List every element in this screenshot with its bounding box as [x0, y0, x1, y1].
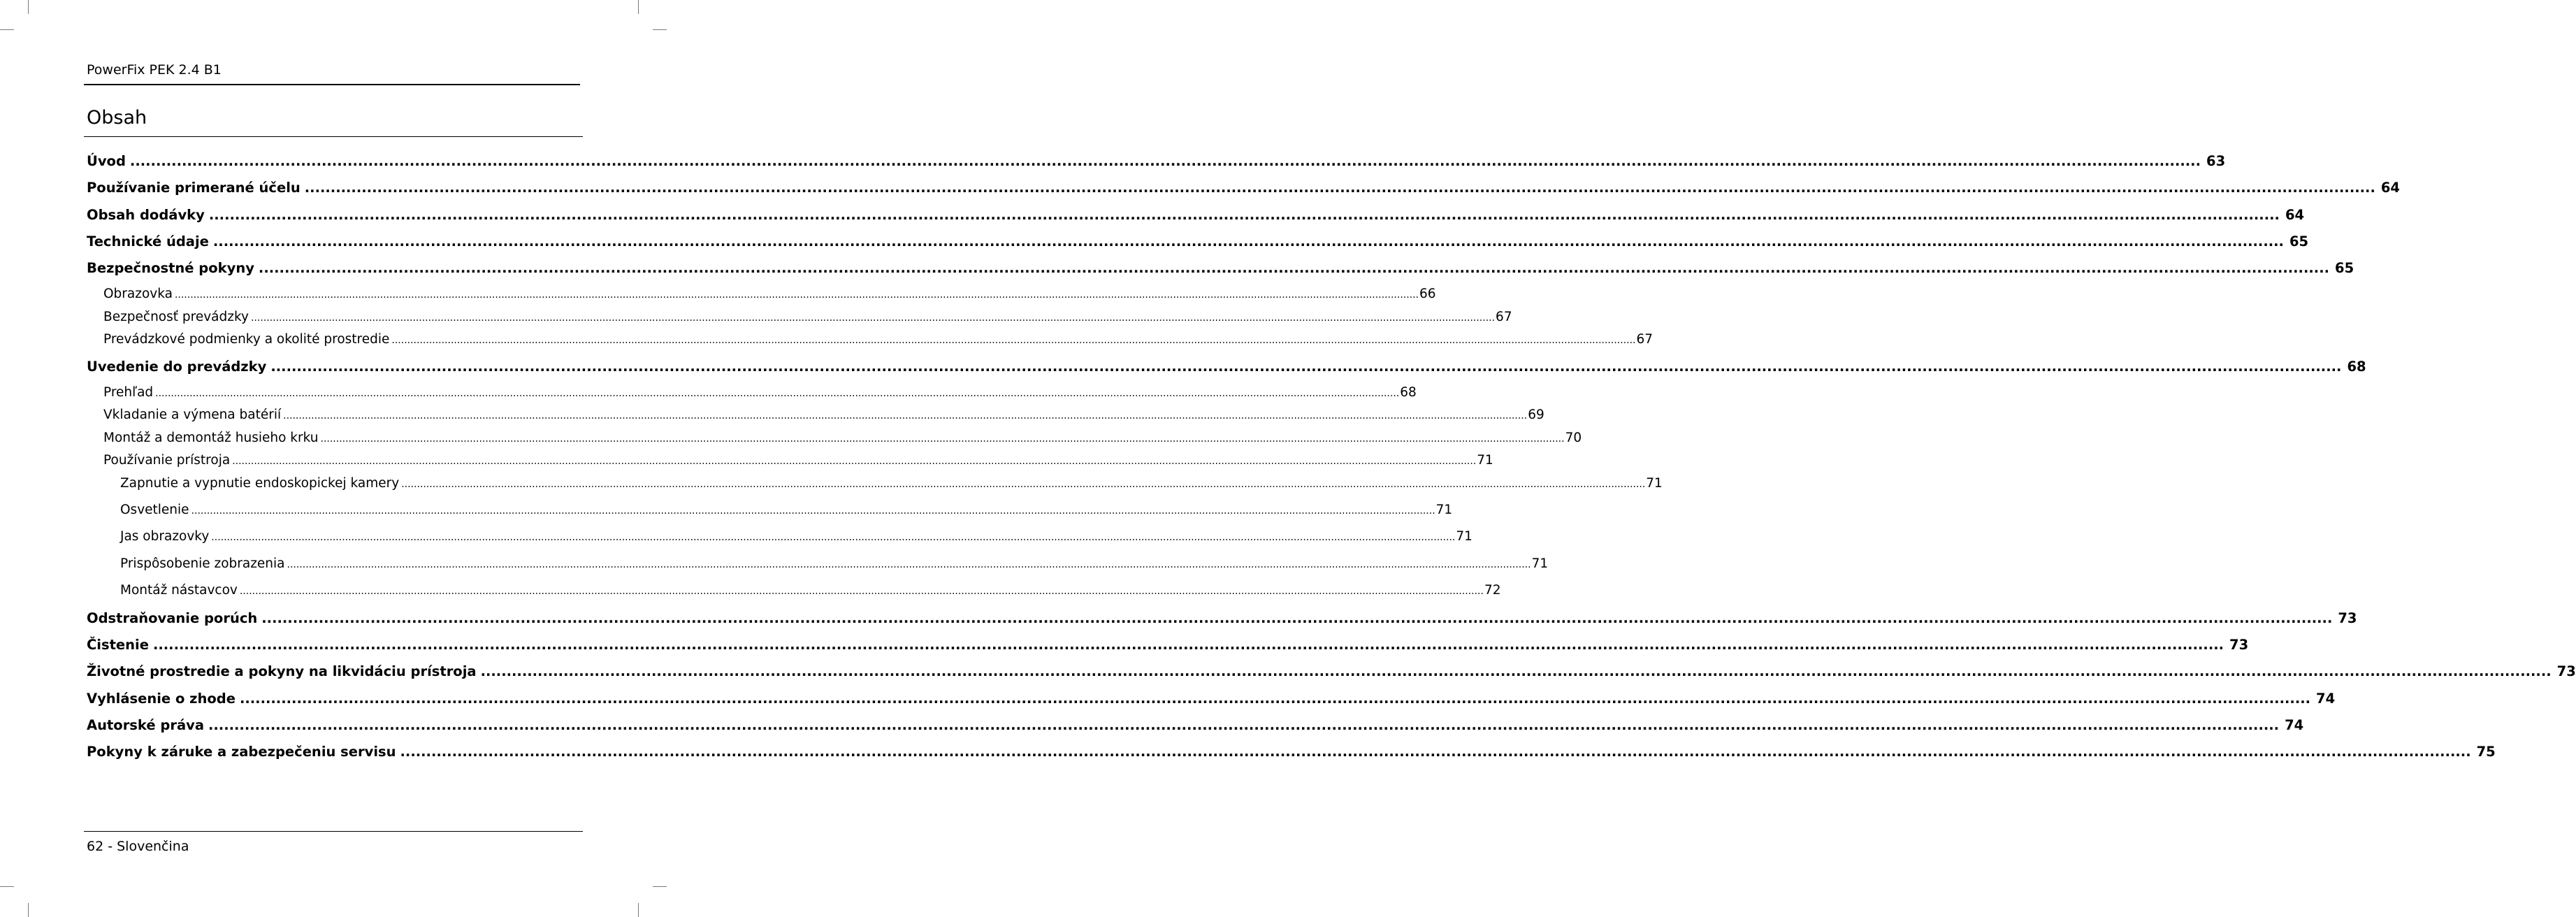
toc-dot-leader: ................................................................................................................................................................................................................................................................................................................................................................................................................ [232, 456, 1477, 467]
toc-entry-page-number: 64 [2380, 180, 2400, 196]
toc-entry[interactable] [87, 609, 2357, 628]
toc-dot-leader: ................................................................................................................................................................................................................................................................................................................................................................................................................ [320, 433, 1565, 445]
toc-entry-page-number: 72 [1484, 583, 1501, 598]
toc-entry-label: Prevádzkové podmienky a okolité prostredie [103, 332, 390, 347]
toc-entry-page-number: 67 [1496, 310, 1512, 324]
toc-dot-leader: ................................................................................................................................................................................................................................................................................................................................................................................................................ [212, 233, 2284, 250]
toc-dot-leader: ................................................................................................................................................................................................................................................................................................................................................................................................................ [400, 744, 2471, 760]
toc-entry-label: Autorské práva [87, 717, 204, 733]
toc-dot-leader: ................................................................................................................................................................................................................................................................................................................................................................................................................ [270, 359, 2342, 375]
toc-entry-label: Technické údaje [87, 233, 209, 250]
toc-dot-leader: ................................................................................................................................................................................................................................................................................................................................................................................................................ [250, 312, 1496, 324]
toc-entry-label: Vyhlásenie o zhode [87, 691, 236, 707]
toc-entry-page-number: 66 [1419, 287, 1436, 301]
toc-dot-leader: ................................................................................................................................................................................................................................................................................................................................................................................................................ [152, 637, 2224, 653]
crop-mark [0, 29, 14, 30]
toc-entry-label: Montáž a demontáž husieho krku [103, 431, 319, 445]
toc-entry-label: Prehľad [103, 385, 154, 400]
toc-entry-page-number: 69 [1528, 407, 1544, 422]
toc-entry-page-number: 71 [1646, 476, 1663, 491]
toc-dot-leader: ................................................................................................................................................................................................................................................................................................................................................................................................................ [239, 586, 1484, 597]
toc-dot-leader: ................................................................................................................................................................................................................................................................................................................................................................................................................ [261, 610, 2333, 626]
toc-entry-page-number: 63 [2206, 153, 2226, 169]
toc-entry-label: Jas obrazovky [120, 529, 210, 544]
toc-dot-leader: ................................................................................................................................................................................................................................................................................................................................................................................................................ [239, 691, 2311, 707]
toc-entry[interactable] [120, 502, 1453, 519]
header-rule [84, 84, 580, 85]
toc-entry[interactable] [103, 309, 1512, 326]
toc-entry[interactable] [87, 259, 2354, 277]
toc-dot-leader: ................................................................................................................................................................................................................................................................................................................................................................................................................ [208, 717, 2280, 733]
toc-entry-page-number: 68 [1400, 385, 1417, 400]
toc-entry-page-number: 73 [2229, 637, 2249, 653]
toc-entry[interactable] [120, 528, 1472, 546]
toc-entry[interactable] [87, 152, 2226, 171]
toc-entry[interactable] [120, 582, 1501, 600]
toc-dot-leader: ................................................................................................................................................................................................................................................................................................................................................................................................................ [191, 505, 1435, 517]
toc-entry-label: Čistenie [87, 637, 149, 653]
toc-entry-page-number: 71 [1531, 556, 1549, 571]
toc-entry-page-number: 67 [1636, 332, 1654, 347]
toc-entry-label: Úvod [87, 153, 126, 169]
toc-entry-label: Používanie primerané účelu [87, 180, 301, 196]
toc-entry-label: Vkladanie a výmena batérií [103, 407, 282, 422]
toc-entry-page-number: 65 [2289, 233, 2309, 250]
toc-entry[interactable] [87, 636, 2249, 654]
toc-entry-label: Životné prostredie a pokyny na likvidáciu prístroja [87, 663, 477, 679]
page-title: Obsah [87, 107, 147, 129]
crop-mark [28, 0, 29, 14]
toc-entry-label: Zapnutie a vypnutie endoskopickej kamery [120, 476, 400, 491]
crop-mark [28, 903, 29, 917]
toc-entry-page-number: 71 [1456, 529, 1472, 544]
toc-entry-page-number: 71 [1435, 503, 1453, 517]
toc-entry-page-number: 75 [2476, 744, 2496, 760]
toc-entry-page-number: 65 [2335, 260, 2354, 276]
toc-entry[interactable] [103, 407, 1544, 424]
toc-dot-leader: ................................................................................................................................................................................................................................................................................................................................................................................................................ [480, 663, 2552, 679]
toc-entry[interactable] [87, 206, 2305, 224]
toc-entry-label: Uvedenie do prevádzky [87, 359, 267, 375]
toc-entry-label: Obsah dodávky [87, 207, 205, 223]
toc-entry[interactable] [87, 690, 2336, 708]
toc-entry[interactable] [87, 358, 2366, 376]
page-footer: 62 - Slovenčina [87, 839, 189, 854]
toc-entry-label: Prispôsobenie zobrazenia [120, 556, 285, 571]
crop-mark [0, 886, 14, 887]
toc-entry[interactable] [103, 452, 1493, 470]
crop-mark [653, 886, 667, 887]
toc-dot-leader: ................................................................................................................................................................................................................................................................................................................................................................................................................ [304, 180, 2375, 196]
toc-entry-label: Pokyny k záruke a zabezpečeniu servisu [87, 744, 396, 760]
toc-entry[interactable] [120, 556, 1549, 573]
toc-entry-label: Obrazovka [103, 287, 173, 301]
toc-entry-label: Bezpečnosť prevádzky [103, 310, 249, 324]
toc-dot-leader: ................................................................................................................................................................................................................................................................................................................................................................................................................ [287, 559, 1531, 570]
toc-dot-leader: ................................................................................................................................................................................................................................................................................................................................................................................................................ [391, 335, 1636, 346]
toc-dot-leader: ................................................................................................................................................................................................................................................................................................................................................................................................................ [155, 388, 1400, 399]
toc-dot-leader: ................................................................................................................................................................................................................................................................................................................................................................................................................ [174, 289, 1419, 301]
toc-entry-label: Osvetlenie [120, 503, 189, 517]
crop-mark [653, 29, 667, 30]
toc-entry-page-number: 74 [2316, 691, 2336, 707]
toc-entry[interactable] [103, 384, 1417, 402]
toc-entry[interactable] [103, 430, 1582, 447]
toc-entry-page-number: 70 [1565, 431, 1582, 445]
toc-entry-page-number: 68 [2347, 359, 2366, 375]
toc-dot-leader: ................................................................................................................................................................................................................................................................................................................................................................................................................ [401, 479, 1646, 490]
toc-entry[interactable] [120, 475, 1663, 493]
toc-dot-leader: ................................................................................................................................................................................................................................................................................................................................................................................................................ [258, 260, 2330, 276]
toc-entry[interactable] [87, 743, 2496, 761]
footer-rule [84, 831, 583, 832]
toc-entry-page-number: 71 [1477, 453, 1493, 468]
toc-entry-label: Bezpečnostné pokyny [87, 260, 254, 276]
toc-entry-page-number: 73 [2556, 663, 2576, 679]
toc-dot-leader: ................................................................................................................................................................................................................................................................................................................................................................................................................ [211, 532, 1456, 543]
crop-mark [638, 0, 639, 14]
toc-entry[interactable] [87, 179, 2400, 197]
toc-entry[interactable] [103, 331, 1654, 349]
crop-mark [638, 903, 639, 917]
toc-entry-label: Odstraňovanie porúch [87, 610, 258, 626]
toc-entry-page-number: 64 [2285, 207, 2305, 223]
toc-entry[interactable] [87, 716, 2304, 735]
title-rule [84, 136, 583, 137]
toc-dot-leader: ................................................................................................................................................................................................................................................................................................................................................................................................................ [283, 410, 1528, 421]
toc-entry-page-number: 73 [2338, 610, 2357, 626]
toc-entry[interactable] [87, 233, 2309, 251]
toc-entry-label: Montáž nástavcov [120, 583, 238, 598]
running-header: PowerFix PEK 2.4 B1 [87, 62, 222, 78]
toc-entry[interactable] [103, 286, 1436, 303]
toc-entry[interactable] [87, 663, 2576, 681]
toc-dot-leader: ................................................................................................................................................................................................................................................................................................................................................................................................................ [129, 153, 2201, 169]
toc-entry-page-number: 74 [2285, 717, 2304, 733]
toc-dot-leader: ................................................................................................................................................................................................................................................................................................................................................................................................................ [208, 207, 2280, 223]
toc-entry-label: Používanie prístroja [103, 453, 231, 468]
